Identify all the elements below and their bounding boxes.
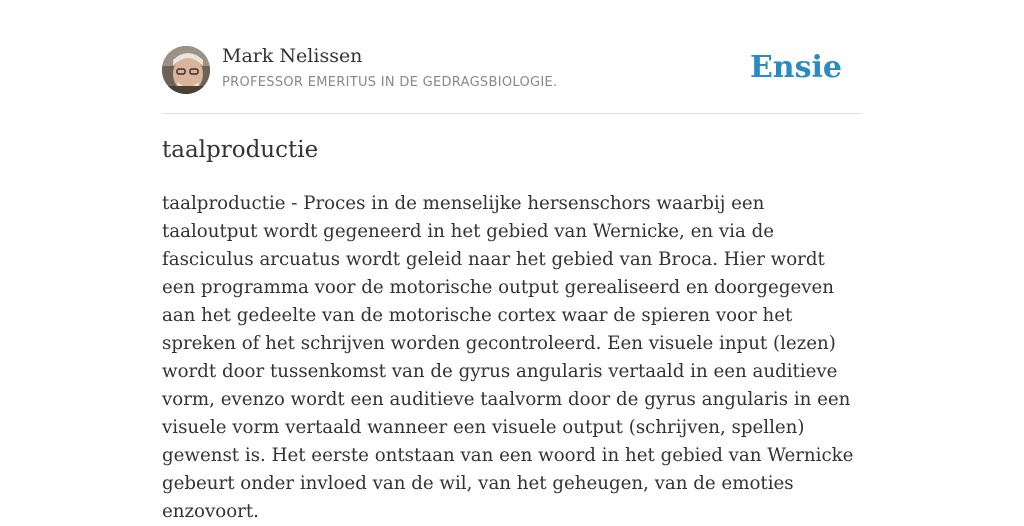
- author-name[interactable]: Mark Nelissen: [222, 45, 363, 67]
- author-header: [162, 0, 862, 114]
- avatar[interactable]: [162, 46, 210, 94]
- ensie-logo-link[interactable]: Ensie: [749, 50, 842, 85]
- author-role: PROFESSOR EMERITUS IN DE GEDRAGSBIOLOGIE.: [222, 75, 558, 90]
- entry-card: [162, 0, 862, 522]
- entry-title: taalproductie: [162, 137, 319, 163]
- avatar-photo-icon: [162, 46, 210, 94]
- entry-body: taalproductie - Proces in de menselijke hersenschors waarbij een taaloutput wordt gegeneerd in het gebied van Wernicke, en via de fasciculus arcuatus wordt geleid naar het gebied van Broca. Hier wordt een programma voor de motorische output gerealiseerd en doorgegeven aan het gedeelte van de motorische cortex waar de spieren voor het spreken of het schrijven worden gecontroleerd. Een visuele input (lezen) wordt door tussenkomst van de gyrus angularis vertaald in een auditieve vorm, evenzo wordt een auditieve taalvorm door de gyrus angularis in een visuele vorm vertaald wanneer een visuele output (schrijven, spellen) gewenst is. Het eerste ontstaan van een woord in het gebied van Wernicke gebeurt onder invloed van de wil, van het geheugen, van de emoties enzovoort.: [162, 193, 854, 522]
